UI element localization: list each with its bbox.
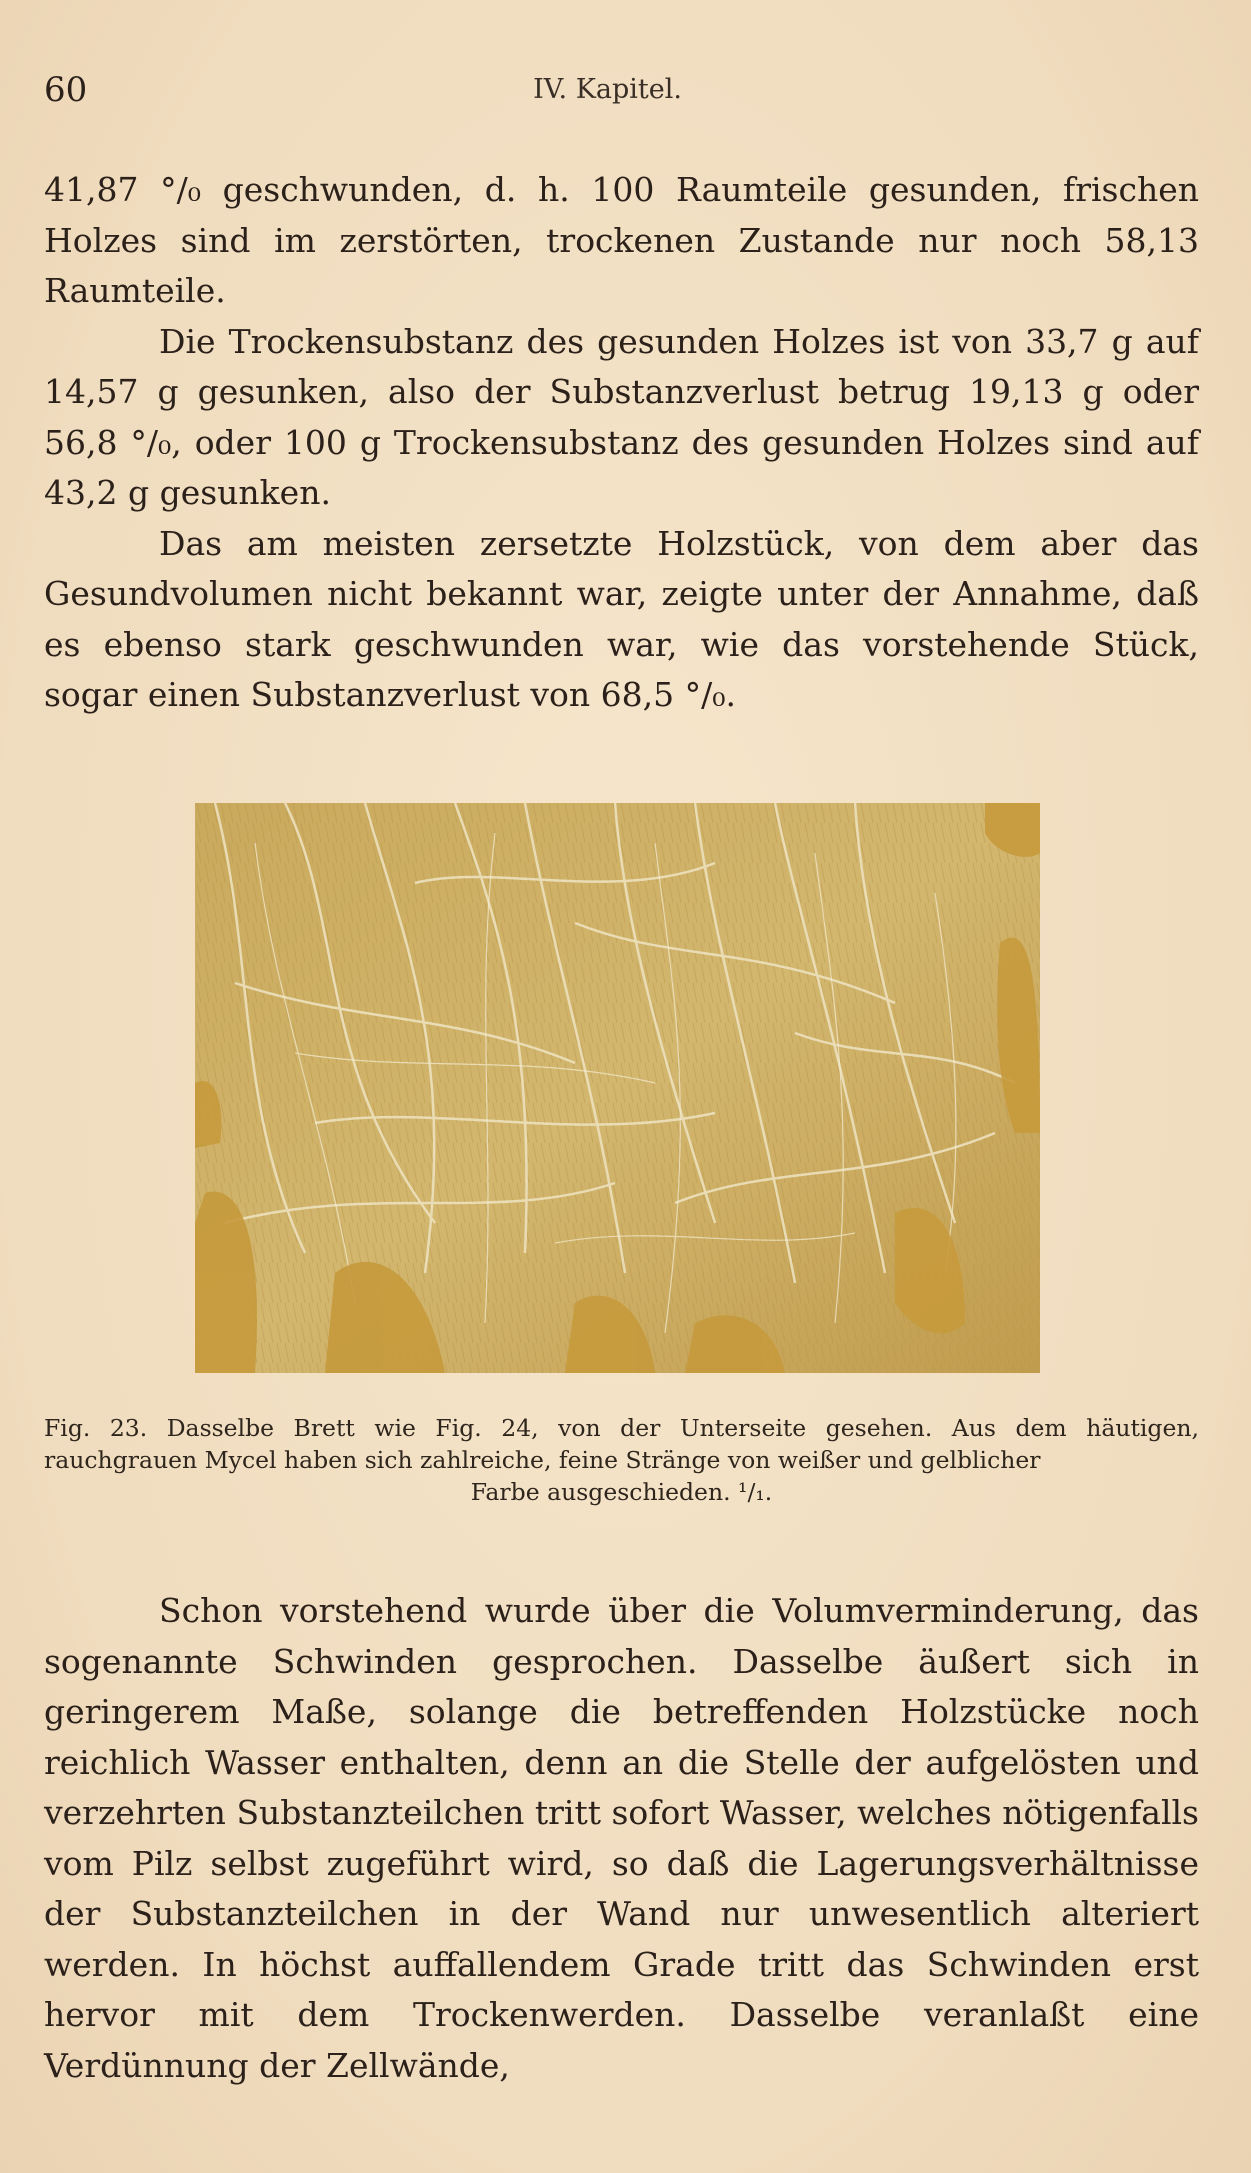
- bottom-text-block: [44, 1586, 1199, 2091]
- caption-main: Fig. 23. Dasselbe Brett wie Fig. 24, von der Unterseite gesehen. Aus dem häutigen, rauchgrauen Mycel haben sich zahlreiche, feine Stränge von weißer und gelblicher: [44, 1414, 1199, 1474]
- page-number: 60: [44, 70, 88, 110]
- paragraph-1: 41,87 °/₀ geschwunden, d. h. 100 Raumteile gesunden, frischen Holzes sind im zerstörten, trockenen Zustande nur noch 58,13 Raumteile.: [44, 170, 1199, 310]
- figure-mycelium-board: [195, 803, 1040, 1373]
- page-header: [44, 70, 1171, 120]
- paragraph-2: Die Trockensubstanz des gesunden Holzes ist von 33,7 g auf 14,57 g gesunken, also der Substanzverlust betrug 19,13 g oder 56,8 °/₀, oder 100 g Trockensubstanz des gesunden Holzes sind auf 43,2 g gesunken.: [44, 321, 1199, 512]
- top-text-block: [44, 165, 1199, 721]
- figure-caption: [44, 1412, 1199, 1508]
- figure-illustration: [195, 803, 1040, 1373]
- running-title: IV. Kapitel.: [533, 74, 682, 105]
- caption-last: Farbe ausgeschieden. ¹/₁.: [470, 1478, 773, 1506]
- paragraph-4: Schon vorstehend wurde über die Volumverminderung, das sogenannte Schwinden gesprochen. Dasselbe äußert sich in geringerem Maße, solange die betreffenden Holzstücke noch reichlich Wasser enthalten, denn an die Stelle der aufgelösten und verzehrten Substanzteilchen tritt sofort Wasser, welches nötigenfalls vom Pilz selbst zugeführt wird, so daß die Lagerungsverhältnisse der Substanzteilchen in der Wand nur unwesentlich alteriert werden. In höchst auffallendem Grade tritt das Schwinden erst hervor mit dem Trockenwerden. Dasselbe veranlaßt eine Verdünnung der Zellwände,: [44, 1591, 1199, 2085]
- paragraph-3: Das am meisten zersetzte Holzstück, von dem aber das Gesundvolumen nicht bekannt war, zeigte unter der Annahme, daß es ebenso stark geschwunden war, wie das vorstehende Stück, sogar einen Substanzverlust von 68,5 °/₀.: [44, 523, 1199, 714]
